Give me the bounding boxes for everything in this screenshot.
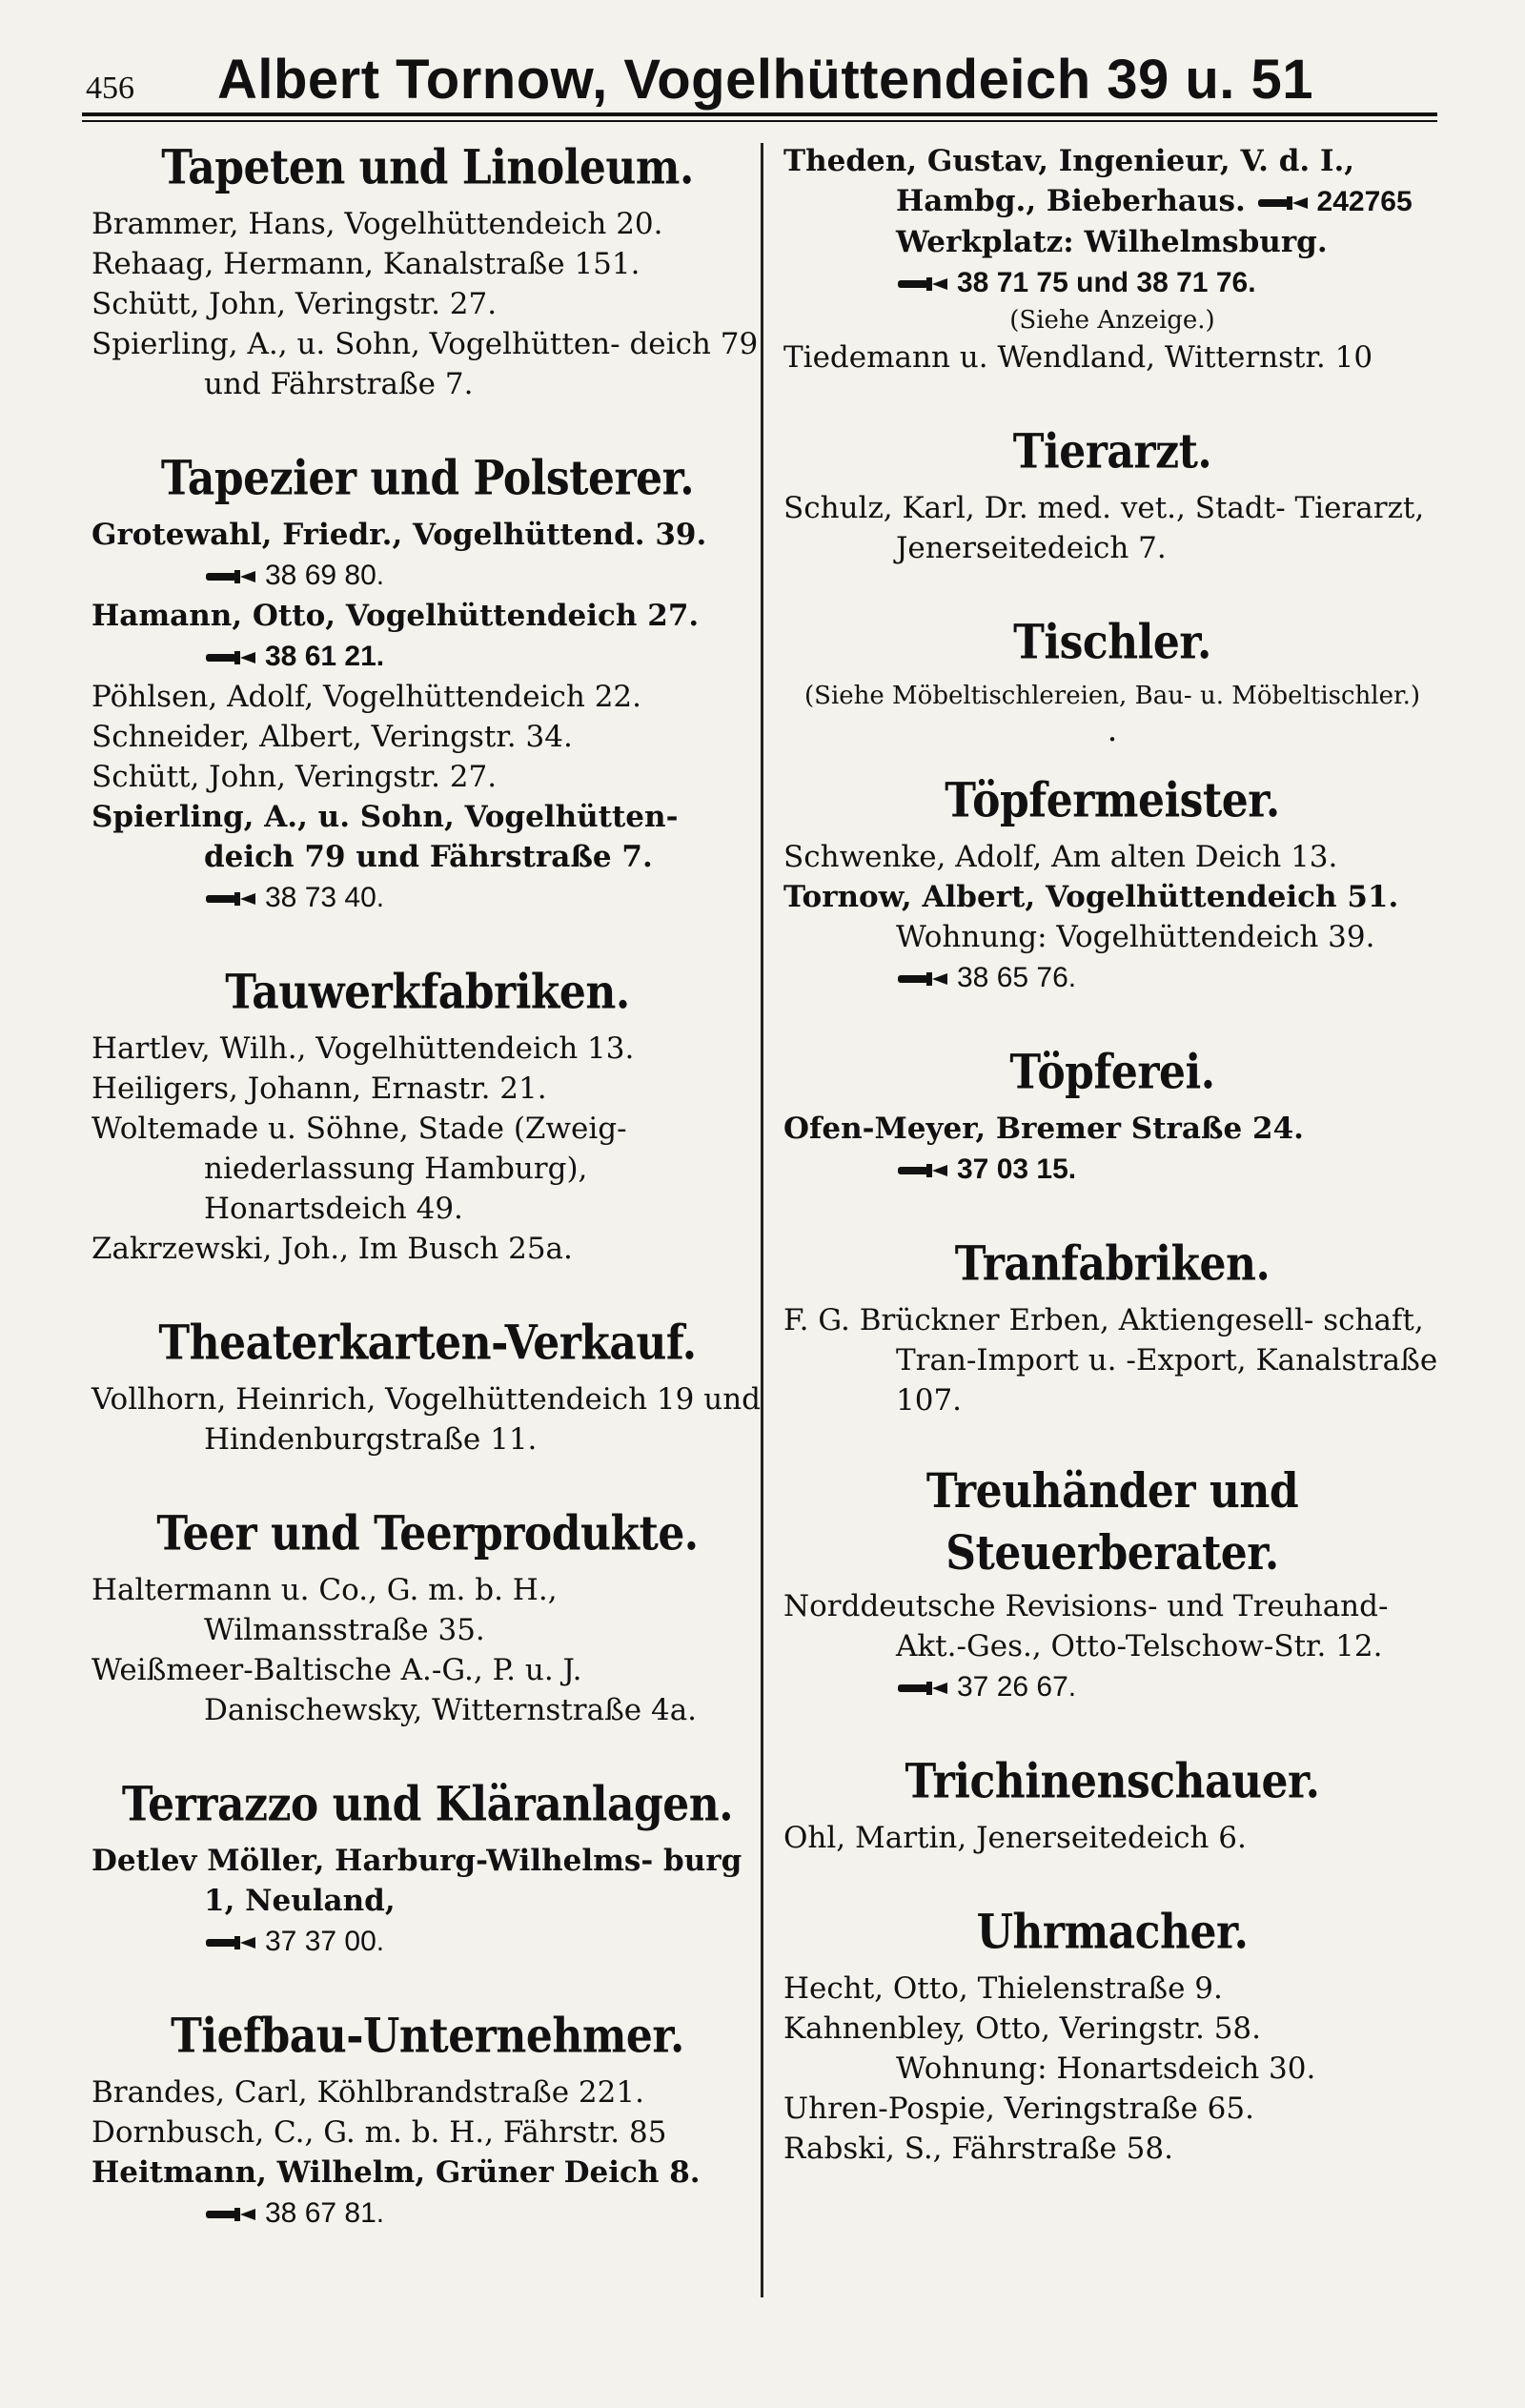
- phone-line: [92, 636, 763, 677]
- telephone-icon: [896, 1161, 949, 1180]
- phone-line: [92, 555, 763, 596]
- list-item: Werkplatz: Wilhelmsburg.: [896, 225, 1328, 259]
- list-item: Schneider, Albert, Veringstr. 34.: [92, 720, 573, 754]
- list-item: Schütt, John, Veringstr. 27.: [92, 760, 498, 794]
- list-item: Wohnung: Vogelhüttendeich 39.: [896, 920, 1375, 954]
- section-heading: Teer und Teerprodukte.: [156, 1506, 699, 1561]
- phone-number: 37 26 67.: [957, 1671, 1077, 1703]
- list-item: Brandes, Carl, Köhlbrandstraße 221.: [92, 2075, 644, 2110]
- section-heading: Töpfermeister.: [945, 773, 1280, 828]
- telephone-icon: [896, 1679, 949, 1698]
- list-item: Pöhlsen, Adolf, Vogelhüttendeich 22.: [92, 680, 642, 714]
- section-tischler: [783, 616, 1441, 713]
- phone-line: [783, 262, 1441, 303]
- left-column: [92, 141, 763, 2281]
- section-heading: Theaterkarten-Verkauf.: [158, 1316, 697, 1371]
- section-heading: Tischler.: [1013, 615, 1211, 670]
- section-treuhaender: [783, 1464, 1441, 1707]
- page-number: 456: [86, 71, 134, 106]
- list-item: Kahnenbley, Otto, Veringstr. 58.: [783, 2011, 1262, 2046]
- list-item: Heitmann, Wilhelm, Grüner Deich 8.: [92, 2155, 701, 2190]
- phone-number: 38 61 21.: [265, 641, 385, 672]
- list-item: Ohl, Martin, Jenerseitedeich 6.: [783, 1821, 1247, 1855]
- section-toepfermeister: [783, 774, 1441, 998]
- list-item: Hartlev, Wilh., Vogelhüttendeich 13.: [92, 1031, 635, 1066]
- telephone-icon: [204, 889, 257, 908]
- list-item: Hecht, Otto, Thielenstraße 9.: [783, 1971, 1223, 2006]
- phone-number: 242765: [1316, 186, 1413, 217]
- section-tranfabriken: [783, 1237, 1441, 1420]
- phone-number: 38 65 76.: [957, 962, 1077, 993]
- phone-number: 37 37 00.: [265, 1926, 385, 1957]
- list-item: Grotewahl, Friedr., Vogelhüttend. 39.: [92, 518, 707, 552]
- list-item: Rehaag, Hermann, Kanalstraße 151.: [92, 247, 640, 281]
- list-item: Schulz, Karl, Dr. med. vet., Stadt- Tierarzt, Jenerseitedeich 7.: [783, 491, 1425, 565]
- section-tauwerk: [92, 966, 763, 1269]
- section-heading: Tapezier und Polsterer.: [160, 451, 695, 506]
- list-item: Brammer, Hans, Vogelhüttendeich 20.: [92, 207, 663, 241]
- phone-number: 38 71 75 und 38 71 76.: [957, 267, 1256, 298]
- telephone-icon: [1256, 194, 1310, 213]
- phone-number: 38 69 80.: [265, 560, 385, 591]
- section-heading: Tierarzt.: [1012, 424, 1212, 480]
- list-item: [783, 141, 1441, 222]
- list-item: Tornow, Albert, Vogelhüttendeich 51.: [783, 880, 1399, 914]
- telephone-icon: [204, 2205, 257, 2224]
- section-theaterkarten: [92, 1316, 763, 1459]
- page-title: Albert Tornow, Vogelhüttendeich 39 u. 51: [217, 49, 1314, 111]
- list-item: Spierling, A., u. Sohn, Vogelhütten- deich 79 und Fährstraße 7.: [92, 327, 759, 401]
- list-item: Dornbusch, C., G. m. b. H., Fährstr. 85: [92, 2115, 667, 2150]
- telephone-icon: [204, 1933, 257, 1952]
- list-item: Norddeutsche Revisions- und Treuhand- Akt.-Ges., Otto-Telschow-Str. 12.: [783, 1589, 1389, 1663]
- section-heading: Tranfabriken.: [954, 1236, 1271, 1292]
- phone-line: [92, 2193, 763, 2234]
- list-item: Detlev Möller, Harburg-Wilhelms- burg 1, Neuland,: [92, 1844, 742, 1918]
- phone-line: [783, 1666, 1441, 1707]
- section-tapezier: [92, 452, 763, 918]
- section-tapeten: [92, 141, 763, 404]
- section-heading: Tauwerkfabriken.: [225, 965, 630, 1020]
- list-item: F. G. Brückner Erben, Aktiengesell- schaft, Tran-Import u. -Export, Kanalstraße 107.: [783, 1303, 1438, 1418]
- section-heading: Töpferei.: [1009, 1045, 1215, 1100]
- list-item: Rabski, S., Fährstraße 58.: [783, 2132, 1173, 2166]
- list-item: Wohnung: Honartsdeich 30.: [896, 2051, 1316, 2086]
- list-item: Zakrzewski, Joh., Im Busch 25a.: [92, 1232, 573, 1266]
- section-uhrmacher: [783, 1906, 1441, 2169]
- list-item: Weißmeer-Baltische A.-G., P. u. J. Danischewsky, Witternstraße 4a.: [92, 1653, 698, 1727]
- telephone-icon: [204, 567, 257, 586]
- section-heading: Tapeten und Linoleum.: [161, 140, 694, 195]
- section-trichinen: [783, 1755, 1441, 1858]
- header-rule-thick: [82, 112, 1437, 116]
- list-item: Woltemade u. Söhne, Stade (Zweig- niederlassung Hamburg), Honartsdeich 49.: [92, 1112, 627, 1226]
- section-tiefbau: [92, 2010, 763, 2234]
- list-item: Spierling, A., u. Sohn, Vogelhütten- deich 79 und Fährstraße 7.: [92, 800, 679, 874]
- entry-text: Theden, Gustav, Ingenieur, V. d. I., Hambg., Bieberhaus.: [783, 144, 1355, 218]
- section-tierarzt: [783, 425, 1441, 568]
- telephone-icon: [896, 969, 949, 989]
- section-heading: Trichinenschauer.: [905, 1754, 1320, 1809]
- phone-line: [92, 877, 763, 918]
- divider-dot: ·: [1107, 721, 1118, 759]
- list-item: Schwenke, Adolf, Am alten Deich 13.: [783, 840, 1338, 874]
- list-item: Schütt, John, Veringstr. 27.: [92, 287, 498, 321]
- note-text: (Siehe Möbeltischlereien, Bau- u. Möbeltischler.): [804, 682, 1420, 710]
- phone-number: 37 03 15.: [957, 1153, 1077, 1185]
- telephone-icon: [896, 275, 949, 294]
- list-item: Vollhorn, Heinrich, Vogelhüttendeich 19 und Hindenburgstraße 11.: [92, 1382, 762, 1457]
- phone-number: 38 67 81.: [265, 2197, 385, 2229]
- phone-line: [783, 1149, 1441, 1190]
- section-teer: [92, 1507, 763, 1730]
- right-column: [783, 141, 1441, 2216]
- note-text: (Siehe Anzeige.): [1009, 306, 1215, 335]
- section-heading: Treuhänder und Steuerberater.: [925, 1464, 1299, 1582]
- header-rule-thin: [82, 120, 1437, 122]
- section-theden: [783, 141, 1441, 378]
- section-terrazzo: [92, 1778, 763, 1962]
- list-item: Haltermann u. Co., G. m. b. H., Wilmansstraße 35.: [92, 1573, 558, 1647]
- section-toepferei: [783, 1046, 1441, 1190]
- section-heading: Uhrmacher.: [976, 1905, 1249, 1960]
- section-heading: Terrazzo und Kläranlagen.: [121, 1777, 734, 1832]
- list-item: Hamann, Otto, Vogelhüttendeich 27.: [92, 599, 700, 633]
- telephone-icon: [204, 648, 257, 667]
- phone-line: [783, 957, 1441, 998]
- list-item: Heiligers, Johann, Ernastr. 21.: [92, 1071, 547, 1106]
- phone-number: 38 73 40.: [265, 882, 385, 913]
- list-item: Uhren-Pospie, Veringstraße 65.: [783, 2092, 1254, 2126]
- section-heading: Tiefbau-Unternehmer.: [171, 2009, 684, 2064]
- list-item: Tiedemann u. Wendland, Witternstr. 10: [783, 340, 1373, 375]
- phone-line: [92, 1921, 763, 1962]
- list-item: Ofen-Meyer, Bremer Straße 24.: [783, 1112, 1304, 1146]
